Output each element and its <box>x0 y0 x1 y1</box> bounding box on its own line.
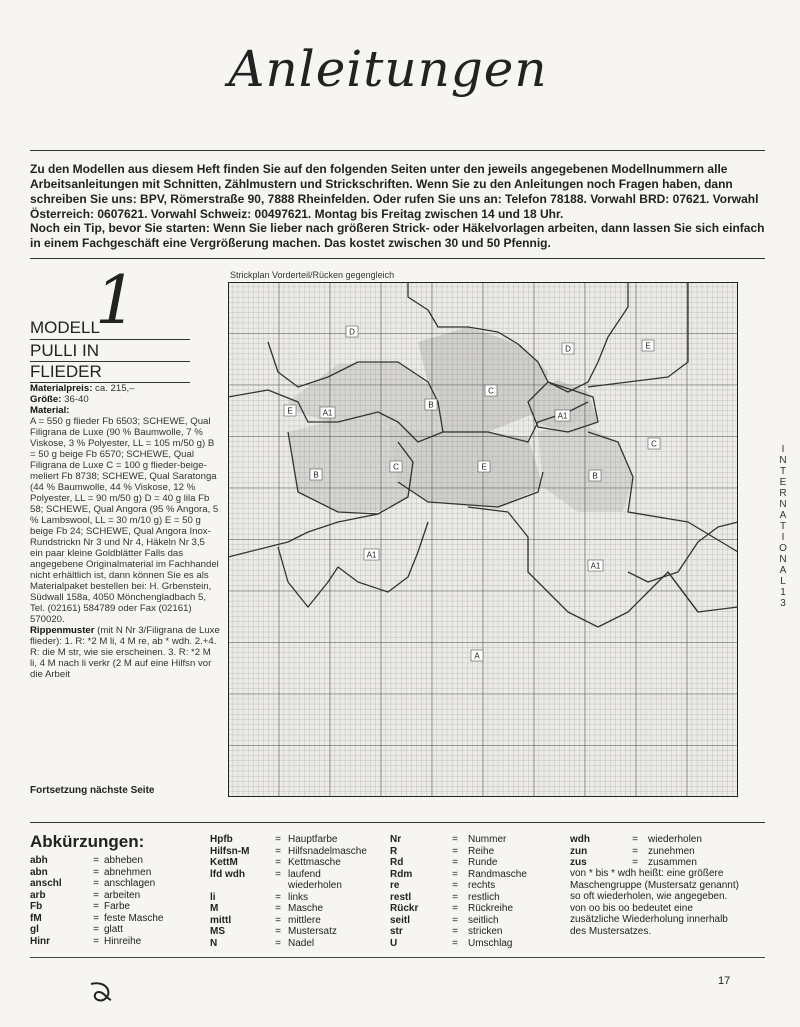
abbr-row: Fb = Farbe <box>30 901 131 912</box>
chart-title: Strickplan Vorderteil/Rücken gegengleich <box>230 270 395 280</box>
svg-text:B: B <box>313 470 319 480</box>
model-specs <box>30 383 220 680</box>
repeat-note: von * bis * wdh heißt: eine größere Maschengruppe (Mustersatz genannt) so oft wiederholen, wie angegeben. von oo bis oo bedeutet eine zusätzliche Wiederholung innerhalb des Mustersatzes. <box>570 868 739 937</box>
abbr-row: Hilfsn-M = Hilfsnadelmasche <box>210 845 367 857</box>
label-A1 <box>364 549 379 560</box>
abbr-title: Abkürzungen: <box>30 832 145 851</box>
abbr-row: N = Nadel <box>210 937 315 949</box>
abbr-row: li = links <box>210 891 309 903</box>
abbr-row: arb = arbeiten <box>30 889 141 901</box>
label-E <box>642 340 654 351</box>
abbr-row: MS = Mustersatz <box>210 926 337 937</box>
abbr-row: KettM = Kettmasche <box>210 857 341 868</box>
svg-text:E: E <box>481 462 487 472</box>
rib-text: (mit N Nr 3/Filigrana de Luxe flieder): 1. R: *2 M li, 4 M re, ab * wdh. 2.+4. R: die M str, wie sie erscheinen. 3. R: *2 M li, 4 M nach li verkr (2 M auf eine Hilfsn vor die Arbeit <box>30 625 220 680</box>
label-A1 <box>320 407 335 418</box>
abbr-row: abn = abnehmen <box>30 866 152 878</box>
abbr-row: Nr = Nummer <box>390 834 507 845</box>
abbr-rule <box>30 822 765 823</box>
abbr-column <box>30 855 163 947</box>
continued-note: Fortsetzung nächste Seite <box>30 785 155 796</box>
material-text: A = 550 g flieder Fb 6503; SCHEWE, Qual Filigrana de Luxe (90 % Baumwolle, 7 % Viskose, 3 % Polyester, LL = 105 m/50 g) B = 50 g beige Fb 6570; SCHEWE, Qual Filigrana de Luxe C = 100 g flieder-beige-meliert Fb 8738; SCHEWE, Qual Saratonga (44 % Baumwolle, 44 % Viskose, 12 % Polyester, LL = 90 m/50 g) D = 40 g lila Fb 58; SCHEWE, Qual Angora (95 % Angora, 5 % Lambswool, LL = 30 m/10 g) E = 50 g beige Fb 24; SCHEWE, Qual Angora Inox-Rundstrickn Nr 3 und Nr 4, Häkeln Nr 3,5 ein paar kleine Goldblätter Falls das angegebene Originalmaterial im Fachhandel nicht erhältlich ist, dann können Sie es als Materialpaket bestellen bei: H. Grbenstein, Südwall 158a, 4050 Mönchengladbach 5, Tel. (02161) 584789 oder Fax (02161) 570020. <box>30 416 219 625</box>
svg-text:E: E <box>287 406 293 416</box>
abbr-row: M = Masche <box>210 903 324 914</box>
abbr-row: gl = glatt <box>30 924 123 935</box>
abbr-row: seitl = seitlich <box>390 914 499 926</box>
svg-text:A1: A1 <box>590 561 601 571</box>
abbr-row: re = rechts <box>390 880 496 891</box>
page-title: Anleitungen <box>228 40 548 98</box>
model-name-line1: PULLI IN <box>30 341 99 360</box>
abbr-row: Hpfb = Hauptfarbe <box>210 834 338 845</box>
model-label: MODELL <box>30 318 100 337</box>
svg-text:A: A <box>474 651 480 661</box>
size-label: Größe: <box>30 394 62 405</box>
svg-text:C: C <box>488 386 494 396</box>
abbr-row: Rd = Runde <box>390 857 498 868</box>
label-C <box>390 461 402 472</box>
label-E <box>478 461 490 472</box>
label-D <box>562 343 574 354</box>
abbr-row: str = stricken <box>390 926 503 937</box>
abbr-row: zun = zunehmen <box>570 845 695 857</box>
abbr-row: wdh = wiederholen <box>570 834 702 845</box>
abbr-row: wiederholen <box>288 880 342 891</box>
label-A <box>471 650 483 661</box>
label-D <box>346 326 358 337</box>
abbr-column <box>390 834 527 949</box>
abbr-row: Rückr = Rückreihe <box>390 903 514 914</box>
intro-rule <box>30 258 765 259</box>
publisher-logo-icon <box>86 980 116 1006</box>
svg-text:A1: A1 <box>322 408 333 418</box>
label-B <box>425 399 437 410</box>
abbr-row: Hinr = Hinreihe <box>30 935 142 947</box>
abbr-column <box>210 834 367 949</box>
label-C <box>648 438 660 449</box>
model-number: 1 <box>95 262 137 339</box>
model-divider <box>30 339 190 340</box>
side-stamp: I N T E R N A T I O N A L 1 3 <box>779 444 787 609</box>
abbr-row: Rdm = Randmasche <box>390 868 527 880</box>
size-value: 36-40 <box>61 394 89 405</box>
abbr-row: fM = feste Masche <box>30 912 164 924</box>
abbr-row: abh = abheben <box>30 855 143 866</box>
label-B <box>310 469 322 480</box>
abbr-row: mittl = mittlere <box>210 914 321 926</box>
abbr-row: R = Reihe <box>390 845 495 857</box>
svg-text:A1: A1 <box>366 550 377 560</box>
abbr-row: restl = restlich <box>390 891 500 903</box>
abbr-row: lfd wdh = laufend <box>210 868 321 880</box>
knitting-chart <box>228 282 738 797</box>
abbr-row: anschl = anschlagen <box>30 878 156 889</box>
rib-label: Rippenmuster <box>30 625 95 636</box>
label-B <box>589 470 601 481</box>
svg-text:A1: A1 <box>557 411 568 421</box>
material-label: Material: <box>30 405 70 416</box>
label-C <box>485 385 497 396</box>
svg-text:B: B <box>592 471 598 481</box>
tip-text: Noch ein Tip, bevor Sie starten: Wenn Sie lieber nach größeren Strick- oder Häkelvorlagen arbeiten, dann lassen Sie sich einfach in einem Fachgeschäft eine Vergrößerung machen. Das kostet zwischen 30 und 50 Pfennig. <box>30 221 765 250</box>
price-label: Materialpreis: <box>30 383 93 394</box>
svg-text:E: E <box>645 341 651 351</box>
abbr-column <box>570 834 702 869</box>
model-name-line2: FLIEDER <box>30 362 102 381</box>
svg-text:D: D <box>349 327 355 337</box>
footer-rule <box>30 957 765 958</box>
svg-text:C: C <box>651 439 657 449</box>
label-E <box>284 405 296 416</box>
label-A1 <box>588 560 603 571</box>
svg-text:D: D <box>565 344 571 354</box>
abbr-row: U = Umschlag <box>390 937 513 949</box>
page-number: 17 <box>718 975 731 987</box>
header-rule <box>30 150 765 151</box>
intro-text: Zu den Modellen aus diesem Heft finden Sie auf den folgenden Seiten unter den jeweils angegebenen Modellnummern alle Arbeitsanleitungen mit Schnitten, Zählmustern und Strickschriften. Wenn Sie zu den Anleitungen noch Fragen haben, dann schreiben Sie uns: BPV, Römerstraße 90, 7888 Rheinfelden. Oder rufen Sie uns an: Telefon 78188. Vorwahl BRD: 07621. Vorwahl Österreich: 0607621. Vorwahl Schweiz: 00497621. Montag bis Freitag zwischen 14 und 18 Uhr. <box>30 162 759 221</box>
label-A1 <box>555 410 570 421</box>
svg-text:C: C <box>393 462 399 472</box>
svg-text:B: B <box>428 400 434 410</box>
abbr-row: zus = zusammen <box>570 857 697 868</box>
price-value: ca. 215,– <box>92 383 135 394</box>
